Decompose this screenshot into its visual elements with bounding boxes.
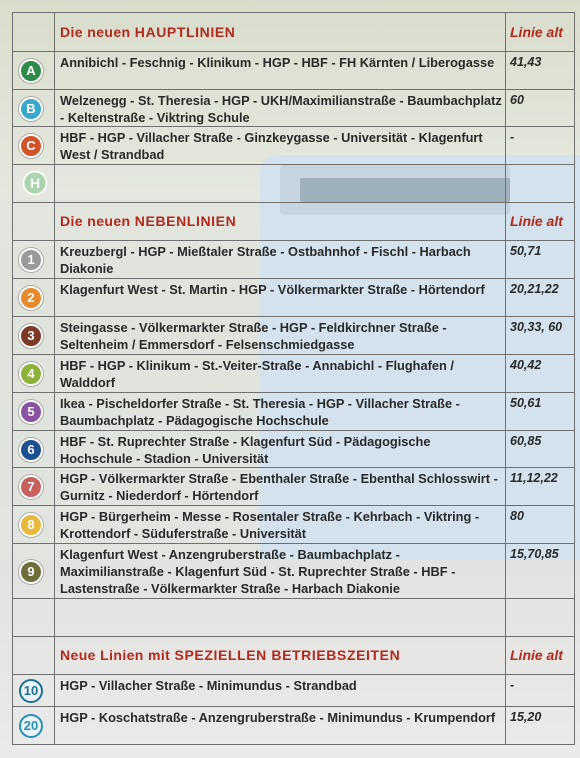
old-line-value: 50,61 (510, 396, 542, 410)
badge-cell (12, 127, 54, 165)
line-badge: C (19, 134, 43, 158)
route-cell (54, 393, 505, 431)
old-line-cell (505, 468, 575, 506)
old-line-cell (505, 393, 575, 431)
old-line-cell (505, 165, 575, 203)
line-badge: 6 (19, 438, 43, 462)
route-cell (54, 544, 505, 599)
route-cell (54, 468, 505, 506)
route-text: Welzenegg - St. Theresia - HGP - UKH/Maximilianstraße - Baumbachplatz - Keltenstraße - Viktring Schule (60, 93, 502, 125)
table-row (0, 506, 580, 544)
section-title-prefix: Die neuen (60, 24, 135, 40)
old-line-header: Linie alt (510, 213, 563, 229)
route-cell (54, 355, 505, 393)
route-text: HGP - Völkermarkter Straße - Ebenthaler Straße - Ebenthal Schlosswirt - Gurnitz - Niederdorf - Hörtendorf (60, 471, 498, 503)
route-cell (54, 52, 505, 90)
route-text: HBF - HGP - Klinikum - St.-Veiter-Straße - Annabichl - Flughafen / Walddorf (60, 358, 454, 390)
line-badge: B (19, 97, 43, 121)
section-title (60, 647, 400, 663)
badge-cell (12, 393, 54, 431)
route-cell (54, 431, 505, 468)
table-row (0, 279, 580, 317)
table-row (0, 675, 580, 707)
badge-cell (12, 165, 54, 203)
route-cell (54, 12, 505, 52)
old-line-value: 30,33, 60 (510, 320, 563, 334)
line-badge: 8 (19, 513, 43, 537)
badge-cell (12, 12, 54, 52)
section-title (60, 24, 236, 40)
section-title (60, 213, 236, 229)
route-text: HGP - Koschatstraße - Anzengruberstraße - Minimundus - Krumpendorf (60, 710, 496, 725)
line-badge: 3 (19, 324, 43, 348)
old-line-cell (505, 355, 575, 393)
table-row (0, 431, 580, 468)
route-cell (54, 675, 505, 707)
table-row (0, 355, 580, 393)
line-badge: 4 (19, 362, 43, 386)
badge-cell (12, 599, 54, 637)
badge-cell (12, 317, 54, 355)
table-row (0, 241, 580, 279)
badge-cell (12, 90, 54, 127)
line-badge: 5 (19, 400, 43, 424)
table-row (0, 90, 580, 127)
table-row (0, 393, 580, 431)
old-line-cell (505, 90, 575, 127)
route-cell (54, 90, 505, 127)
old-line-cell (505, 12, 575, 52)
line-badge: 2 (19, 286, 43, 310)
line-badge: 1 (19, 248, 43, 272)
badge-cell (12, 279, 54, 317)
old-line-cell (505, 675, 575, 707)
route-text: HGP - Bürgerheim - Messe - Rosentaler Straße - Kehrbach - Viktring - Krottendorf - Süduferstraße - Universität (60, 509, 480, 541)
section-title-prefix: Die neuen (60, 213, 135, 229)
line-badge: 9 (19, 560, 43, 584)
old-line-value: 15,20 (510, 710, 542, 724)
table-row (0, 127, 580, 165)
badge-cell (12, 544, 54, 599)
old-line-value: - (510, 678, 515, 692)
old-line-cell (505, 127, 575, 165)
route-cell (54, 279, 505, 317)
old-line-cell (505, 431, 575, 468)
route-cell (54, 165, 505, 203)
section-header-row (0, 12, 580, 52)
badge-cell (12, 707, 54, 745)
old-line-cell (505, 52, 575, 90)
old-line-header: Linie alt (510, 647, 563, 663)
line-badge: 10 (19, 679, 43, 703)
badge-cell (12, 675, 54, 707)
route-cell (54, 317, 505, 355)
route-text: Klagenfurt West - Anzengruberstraße - Baumbachplatz - Maximilianstraße - Klagenfurt Süd - St. Ruprechter Straße - HBF - Lastenstraße - Völkermarkter Straße - Harbach Diakonie (60, 547, 456, 596)
section-title-prefix: Neue Linien mit (60, 647, 175, 663)
table-row (0, 468, 580, 506)
route-text: Steingasse - Völkermarkter Straße - HGP - Feldkirchner Straße - Seltenheim / Emmersdorf - Felsenschmiedgasse (60, 320, 447, 352)
section-title-accent: NEBENLINIEN (134, 213, 237, 229)
old-line-value: 41,43 (510, 55, 542, 69)
badge-cell (12, 355, 54, 393)
line-badge: 20 (19, 714, 43, 738)
spacer-row (0, 165, 580, 203)
route-text: Klagenfurt West - St. Martin - HGP - Völkermarkter Straße - Hörtendorf (60, 282, 485, 297)
old-line-cell (505, 279, 575, 317)
old-line-cell (505, 599, 575, 637)
old-line-value: 40,42 (510, 358, 542, 372)
table-row (0, 317, 580, 355)
old-line-value: 60 (510, 93, 524, 107)
section-header-row (0, 203, 580, 241)
badge-cell (12, 431, 54, 468)
old-line-cell (505, 707, 575, 745)
badge-cell (12, 506, 54, 544)
old-line-cell (505, 506, 575, 544)
route-cell (54, 637, 505, 675)
svg-text:H: H (29, 175, 41, 191)
route-cell (54, 241, 505, 279)
route-text: Annibichl - Feschnig - Klinikum - HGP - HBF - FH Kärnten / Liberogasse (60, 55, 495, 70)
section-title-accent: HAUPTLINIEN (134, 24, 236, 40)
table-row (0, 52, 580, 90)
route-cell (54, 599, 505, 637)
table-row (0, 544, 580, 599)
route-cell (54, 506, 505, 544)
badge-cell (12, 468, 54, 506)
route-text: HBF - HGP - Villacher Straße - Ginzkeygasse - Universität - Klagenfurt West / Strandbad (60, 130, 483, 162)
old-line-value: 11,12,22 (510, 471, 558, 485)
route-cell (54, 127, 505, 165)
badge-cell (12, 203, 54, 241)
old-line-value: - (510, 130, 515, 144)
old-line-value: 50,71 (510, 244, 542, 258)
old-line-value: 20,21,22 (510, 282, 559, 296)
old-line-cell (505, 544, 575, 599)
old-line-header: Linie alt (510, 24, 563, 40)
line-badge: 7 (19, 475, 43, 499)
old-line-value: 60,85 (510, 434, 542, 448)
table-row (0, 707, 580, 745)
section-header-row (0, 637, 580, 675)
route-text: Kreuzbergl - HGP - Mießtaler Straße - Ostbahnhof - Fischl - Harbach Diakonie (60, 244, 471, 276)
old-line-cell (505, 317, 575, 355)
old-line-cell (505, 241, 575, 279)
badge-cell (12, 52, 54, 90)
route-text: HGP - Villacher Straße - Minimundus - Strandbad (60, 678, 357, 693)
badge-cell (12, 637, 54, 675)
old-line-value: 80 (510, 509, 524, 523)
old-line-cell (505, 637, 575, 675)
spacer-row (0, 599, 580, 637)
route-cell (54, 203, 505, 241)
route-cell (54, 707, 505, 745)
badge-cell (12, 241, 54, 279)
old-line-value: 15,70,85 (510, 547, 559, 561)
section-title-accent: SPEZIELLEN BETRIEBSZEITEN (174, 647, 401, 663)
route-text: Ikea - Pischeldorfer Straße - St. Theresia - HGP - Villacher Straße - Baumbachplatz - Pädagogische Hochschule (60, 396, 460, 428)
old-line-cell (505, 203, 575, 241)
line-badge: A (19, 59, 43, 83)
route-text: HBF - St. Ruprechter Straße - Klagenfurt Süd - Pädagogische Hochschule - Stadion - Universität (60, 434, 431, 466)
